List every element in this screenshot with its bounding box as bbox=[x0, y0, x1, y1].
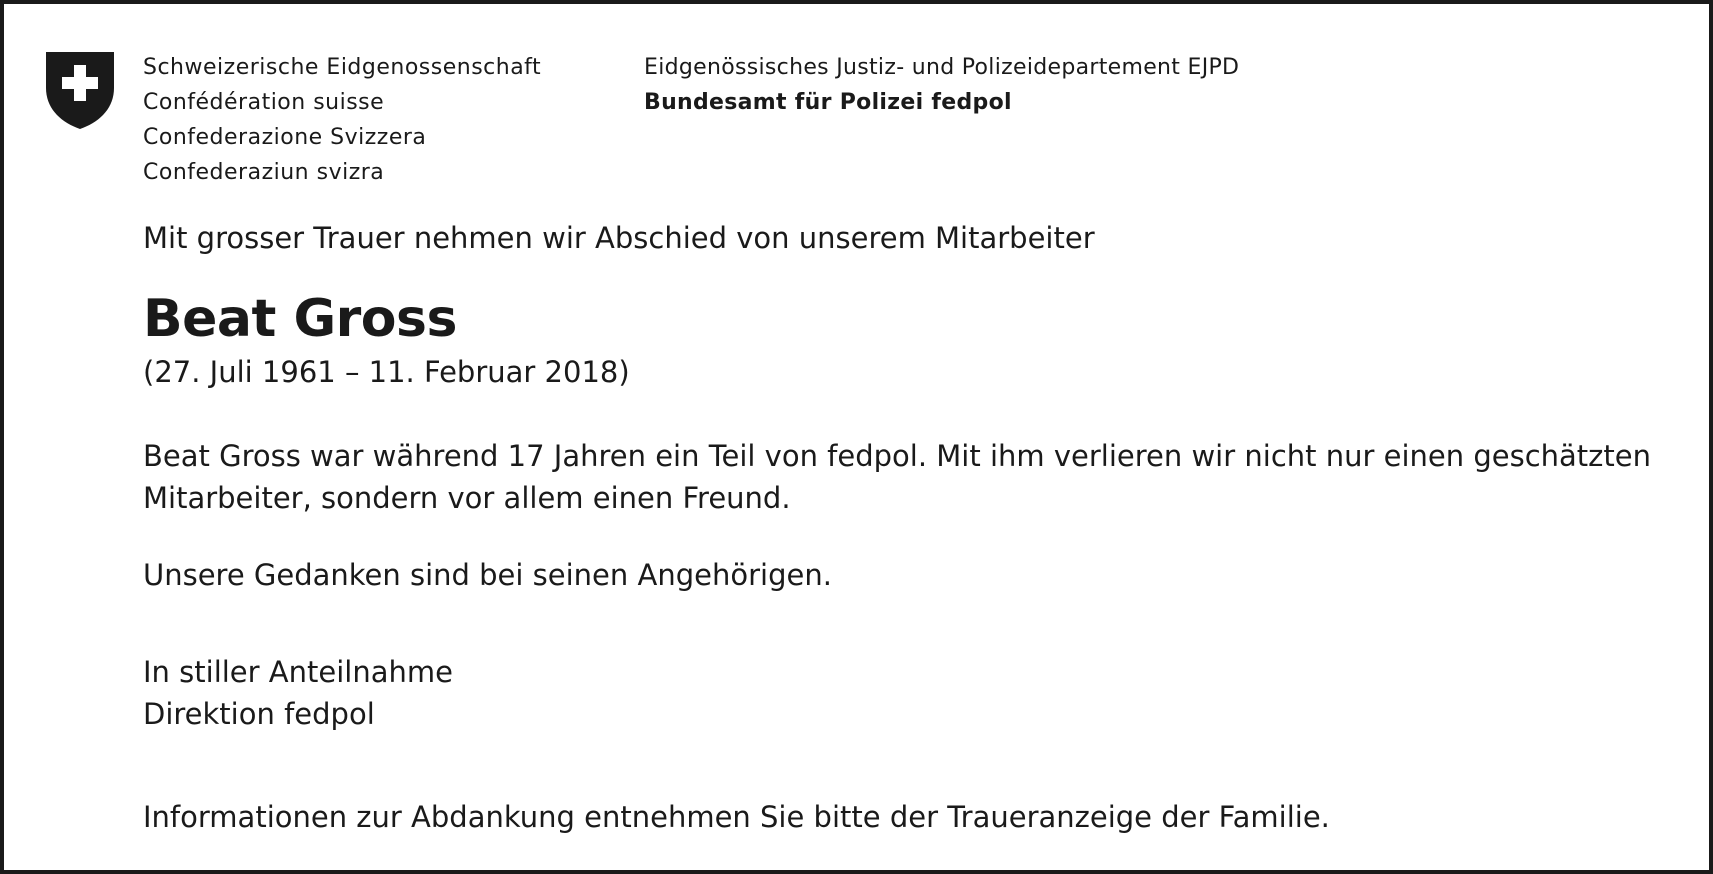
department-name: Eidgenössisches Justiz- und Polizeidepartement EJPD bbox=[644, 55, 1240, 80]
office-name: Bundesamt für Polizei fedpol bbox=[644, 90, 1012, 115]
confederation-name-it: Confederazione Svizzera bbox=[143, 125, 427, 150]
tribute-line: Mitarbeiter, sondern vor allem einen Freund. bbox=[143, 481, 791, 515]
confederation-name-rm: Confederaziun svizra bbox=[143, 160, 385, 185]
closing-text: In stiller Anteilnahme bbox=[143, 655, 453, 689]
confederation-name-fr: Confédération suisse bbox=[143, 90, 385, 115]
tribute-line: Beat Gross war während 17 Jahren ein Teil von fedpol. Mit ihm verlieren wir nicht nur einen geschätzten bbox=[143, 439, 1651, 473]
tribute-paragraph bbox=[143, 435, 1683, 519]
signature-text: Direktion fedpol bbox=[143, 697, 375, 731]
signature-block bbox=[143, 651, 453, 735]
intro-text: Mit grosser Trauer nehmen wir Abschied von unserem Mitarbeiter bbox=[143, 221, 1095, 255]
deceased-name: Beat Gross bbox=[143, 289, 457, 349]
swiss-shield-icon bbox=[44, 48, 116, 130]
confederation-name-de: Schweizerische Eidgenossenschaft bbox=[143, 55, 542, 80]
life-dates: (27. Juli 1961 – 11. Februar 2018) bbox=[143, 355, 630, 389]
funeral-info-text: Informationen zur Abdankung entnehmen Sie bitte der Traueranzeige der Familie. bbox=[143, 800, 1330, 834]
condolence-text: Unsere Gedanken sind bei seinen Angehörigen. bbox=[143, 558, 832, 592]
confederation-names bbox=[143, 50, 541, 190]
department-block bbox=[644, 50, 1239, 120]
